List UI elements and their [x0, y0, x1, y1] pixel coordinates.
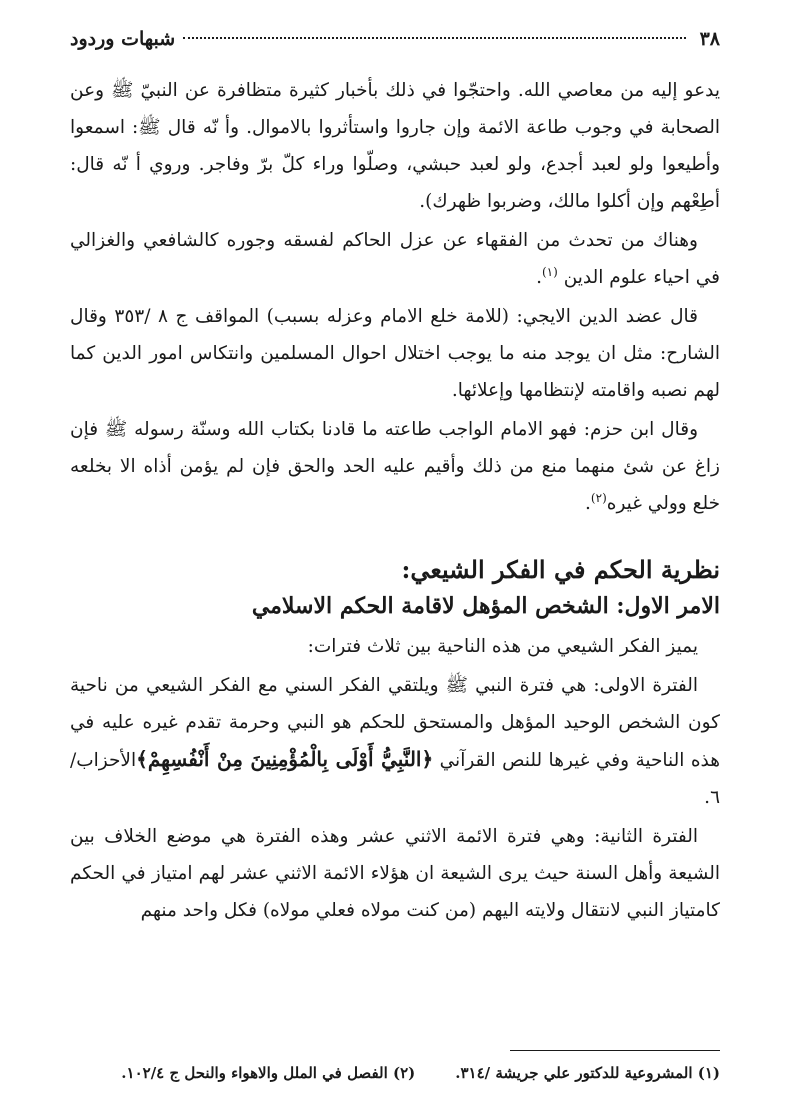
- paragraph-2-text: وهناك من تحدث من الفقهاء عن عزل الحاكم لفسقه وجوره كالشافعي والغزالي في احياء علوم الدين: [70, 230, 720, 288]
- paragraph-1: يدعو إليه من معاصي الله. واحتجّوا في ذلك بأخبار كثيرة متظافرة عن النبيّ ﷺ وعن الصحابة في وجوب طاعة الائمة وإن جاروا واستأثروا بالاموال. وأ نّه قال ﷺ: اسمعوا وأطيعوا ولو لعبد أجدع، ولو لعبد حبشي، وصلّوا وراء كلّ برّ وفاجر. وروي أ نّه قال: أطِعْهم وإن أكلوا مالك، وضربوا ظهرك).: [70, 80, 720, 212]
- paragraph-7: الفترة الثانية: وهي فترة الائمة الاثني عشر وهذه الفترة هي موضع الخلاف بين الشيعة وأهل السنة حيث يرى الشيعة ان هؤلاء الائمة الاثني عشر لهم امتياز في الحكم كامتياز النبي لانتقال ولايته اليهم (من كنت مولاه فعلي مولاه) فكل واحد منهم: [70, 826, 720, 921]
- paragraph-6-end: الأحزاب/٦.: [70, 750, 720, 808]
- paragraph-5: يميز الفكر الشيعي من هذه الناحية بين ثلاث فترات:: [307, 636, 698, 657]
- paragraph-4-text: وقال ابن حزم: فهو الامام الواجب طاعته ما قادنا بكتاب الله وسنّة رسوله ﷺ فإن زاغ عن شئ منهما منع من ذلك وأقيم عليه الحد والحق فإن لم يؤمن أذاه الا بخلعه خلع وولي غيره: [70, 419, 720, 514]
- footnote-ref-1: (١): [541, 264, 558, 279]
- footnote-separator: [510, 1050, 720, 1051]
- paragraph-6: [70, 667, 720, 816]
- footnote-2: (٢) الفصل في الملل والاهواء والنحل ج ١٠٢/٤.: [121, 1064, 416, 1082]
- paragraph-6-text: الفترة الاولى: هي فترة النبي ﷺ ويلتقي الفكر السني مع الفكر الشيعي من ناحية كون الشخص الوحيد المؤهل والمستحق للحكم هو النبي وحرمة تقدم غيره عليه في هذه الناحية وفي غيرها للنص القرآني: [70, 675, 720, 771]
- page-header: [70, 28, 720, 58]
- header-dotted-leader: [183, 37, 685, 39]
- quran-verse: ﴿النَّبِيُّ أَوْلَى بِالْمُؤْمِنِينَ مِنْ أَنْفُسِهِمْ﴾: [136, 747, 434, 771]
- running-title: شبهات وردود: [70, 28, 176, 50]
- section-subtitle: الامر الاول: الشخص المؤهل لاقامة الحكم الاسلامي: [251, 593, 720, 619]
- section-title: نظرية الحكم في الفكر الشيعي:: [401, 555, 720, 584]
- paragraph-2-end: .: [536, 267, 542, 288]
- footnotes: [70, 1064, 720, 1082]
- paragraph-3: قال عضد الدين الايجي: (للامة خلع الامام وعزله بسبب) المواقف ج ٨ /٣٥٣ وقال الشارح: مثل ان يوجد منه ما يوجب اختلال احوال المسلمين وانتكاس امور الدين كما لهم نصبه واقامته لإنتظامها وإعلائها.: [70, 306, 720, 401]
- footnote-ref-2: (٢): [590, 490, 607, 505]
- footnote-1: (١) المشروعية للدكتور علي جريشة /٣١٤.: [455, 1064, 720, 1082]
- paragraph-4: [70, 411, 720, 522]
- paragraph-4-end: .: [585, 493, 591, 514]
- page-number: ٣٨: [699, 28, 720, 50]
- body-text: [70, 72, 720, 929]
- book-page: [70, 28, 720, 1096]
- paragraph-2: [70, 222, 720, 296]
